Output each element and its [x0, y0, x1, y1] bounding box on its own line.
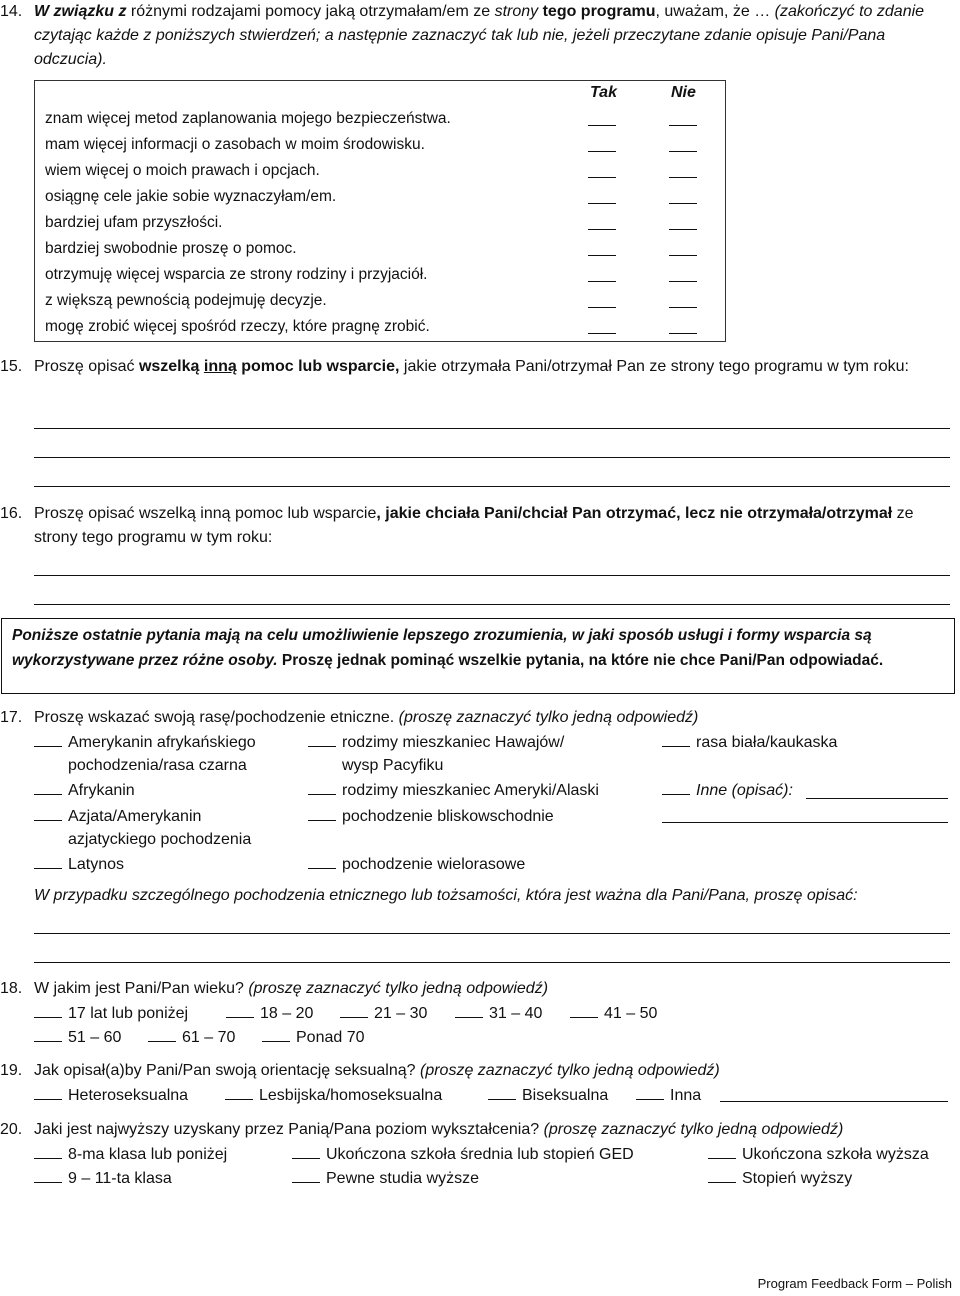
- question-14-intro: W związku z różnymi rodzajami pomocy jaką otrzymałam/em ze strony tego programu, uważam, że … (zakończyć to zdanie czytając każde z poniższych stwierdzeń; a następnie zaznaczyć tak lub nie, jeżeli przeczytane zdanie opisuje Pani/Pana odczucia).: [34, 3, 925, 68]
- yes-blank[interactable]: [588, 333, 616, 334]
- checkbox-blank[interactable]: [292, 1142, 320, 1159]
- no-blank[interactable]: [669, 151, 697, 152]
- option-text-continued: azjatyckiego pochodzenia: [68, 831, 252, 848]
- question-17-text: Proszę wskazać swoją rasę/pochodzenie etniczne. (proszę zaznaczyć tylko jedną odpowiedź): [34, 709, 699, 726]
- question-19-text: Jak opisał(a)by Pani/Pan swoją orientację seksualną? (proszę zaznaczyć tylko jedną odpowiedź): [34, 1062, 720, 1079]
- yes-blank[interactable]: [588, 151, 616, 152]
- option-native-american[interactable]: rodzimy mieszkaniec Ameryki/Alaski: [308, 778, 599, 803]
- yes-blank[interactable]: [588, 281, 616, 282]
- option-asian-american[interactable]: Azjata/Amerykanin: [34, 804, 201, 829]
- question-number: 19.: [0, 1062, 23, 1079]
- checkbox-blank[interactable]: [488, 1083, 516, 1100]
- option-orientation[interactable]: Heteroseksualna: [34, 1083, 188, 1108]
- statement-row: mogę zrobić więcej spośród rzeczy, które pragnę zrobić.: [45, 318, 430, 335]
- statement-row: otrzymuję więcej wsparcia ze strony rodziny i przyjaciół.: [45, 266, 428, 283]
- question-number: 16.: [0, 505, 23, 522]
- checkbox-blank[interactable]: [34, 1166, 62, 1183]
- option-age[interactable]: 51 – 60: [34, 1025, 121, 1050]
- option-orientation[interactable]: Inna: [636, 1083, 701, 1108]
- option-text-continued: pochodzenia/rasa czarna: [68, 757, 247, 774]
- ethnicity-note: W przypadku szczególnego pochodzenia etnicznego lub tożsamości, która jest ważna dla Pani/Pana, proszę opisać:: [34, 887, 858, 904]
- checkbox-blank[interactable]: [308, 730, 336, 747]
- option-native-hawaiian[interactable]: rodzimy mieszkaniec Hawajów/: [308, 730, 564, 755]
- option-multiracial[interactable]: pochodzenie wielorasowe: [308, 852, 525, 877]
- question-number: 18.: [0, 980, 23, 997]
- no-blank[interactable]: [669, 203, 697, 204]
- checkbox-blank[interactable]: [34, 1001, 62, 1018]
- checkbox-blank[interactable]: [148, 1025, 176, 1042]
- other-answer-line[interactable]: [662, 822, 948, 823]
- option-education[interactable]: 8-ma klasa lub poniżej: [34, 1142, 227, 1167]
- notice-box: Poniższe ostatnie pytania mają na celu umożliwienie lepszego zrozumienia, w jaki sposób usługi i formy wsparcia są wykorzystywane przez różne osoby. Proszę jednak pominąć wszelkie pytania, na które nie chce Pani/Pan odpowiadać.: [1, 618, 955, 694]
- statement-row: mam więcej informacji o zasobach w moim środowisku.: [45, 136, 425, 153]
- question-number: 17.: [0, 709, 23, 726]
- yes-blank[interactable]: [588, 229, 616, 230]
- checkbox-blank[interactable]: [708, 1166, 736, 1183]
- no-blank[interactable]: [669, 333, 697, 334]
- checkbox-blank[interactable]: [570, 1001, 598, 1018]
- no-blank[interactable]: [669, 307, 697, 308]
- option-age[interactable]: 41 – 50: [570, 1001, 657, 1026]
- no-blank[interactable]: [669, 229, 697, 230]
- option-orientation[interactable]: Biseksualna: [488, 1083, 608, 1108]
- no-blank[interactable]: [669, 177, 697, 178]
- checkbox-blank[interactable]: [636, 1083, 664, 1100]
- yes-column-header: Tak: [590, 84, 617, 101]
- checkbox-blank[interactable]: [662, 730, 690, 747]
- checkbox-blank[interactable]: [662, 778, 690, 795]
- option-text-continued: wysp Pacyfiku: [342, 757, 444, 774]
- yes-blank[interactable]: [588, 203, 616, 204]
- answer-line[interactable]: [34, 575, 950, 576]
- question-number: 20.: [0, 1121, 23, 1138]
- checkbox-blank[interactable]: [262, 1025, 290, 1042]
- option-education[interactable]: Ukończona szkoła średnia lub stopień GED: [292, 1142, 634, 1167]
- answer-line[interactable]: [34, 457, 950, 458]
- option-white[interactable]: rasa biała/kaukaska: [662, 730, 837, 755]
- statement-row: wiem więcej o moich prawach i opcjach.: [45, 162, 320, 179]
- checkbox-blank[interactable]: [34, 852, 62, 869]
- question-16-text: Proszę opisać wszelką inną pomoc lub wsparcie, jakie chciała Pani/chciał Pan otrzymać, lecz nie otrzymała/otrzymał ze strony tego programu w tym roku:: [34, 505, 914, 546]
- statement-row: bardziej ufam przyszłości.: [45, 214, 223, 231]
- checkbox-blank[interactable]: [34, 1025, 62, 1042]
- checkbox-blank[interactable]: [225, 1083, 253, 1100]
- yes-blank[interactable]: [588, 177, 616, 178]
- other-answer-line[interactable]: [806, 798, 948, 799]
- option-age[interactable]: 17 lat lub poniżej: [34, 1001, 188, 1026]
- answer-line[interactable]: [34, 933, 950, 934]
- checkbox-blank[interactable]: [34, 804, 62, 821]
- question-number: 15.: [0, 358, 23, 375]
- checkbox-blank[interactable]: [34, 778, 62, 795]
- answer-line[interactable]: [34, 428, 950, 429]
- option-education[interactable]: 9 – 11-ta klasa: [34, 1166, 172, 1191]
- checkbox-blank[interactable]: [708, 1142, 736, 1159]
- answer-line[interactable]: [34, 486, 950, 487]
- page-footer: Program Feedback Form – Polish: [757, 1276, 952, 1291]
- answer-line[interactable]: [34, 604, 950, 605]
- option-age[interactable]: 61 – 70: [148, 1025, 235, 1050]
- option-age[interactable]: Ponad 70: [262, 1025, 365, 1050]
- checkbox-blank[interactable]: [226, 1001, 254, 1018]
- checkbox-blank[interactable]: [308, 852, 336, 869]
- statement-row: znam więcej metod zaplanowania mojego bezpieczeństwa.: [45, 110, 451, 127]
- question-number: 14.: [0, 3, 23, 20]
- yes-blank[interactable]: [588, 125, 616, 126]
- checkbox-blank[interactable]: [455, 1001, 483, 1018]
- option-age[interactable]: 21 – 30: [340, 1001, 427, 1026]
- statement-row: bardziej swobodnie proszę o pomoc.: [45, 240, 297, 257]
- yes-blank[interactable]: [588, 255, 616, 256]
- option-african[interactable]: Afrykanin: [34, 778, 135, 803]
- option-education[interactable]: Pewne studia wyższe: [292, 1166, 479, 1191]
- option-education[interactable]: Ukończona szkoła wyższa: [708, 1142, 929, 1167]
- checkbox-blank[interactable]: [292, 1166, 320, 1183]
- answer-line[interactable]: [34, 962, 950, 963]
- no-column-header: Nie: [671, 84, 696, 101]
- statement-row: osiągnę cele jakie sobie wyznaczyłam/em.: [45, 188, 337, 205]
- checkbox-blank[interactable]: [340, 1001, 368, 1018]
- option-other[interactable]: Inne (opisać):: [662, 778, 793, 803]
- question-18-text: W jakim jest Pani/Pan wieku? (proszę zaznaczyć tylko jedną odpowiedź): [34, 980, 549, 997]
- checkbox-blank[interactable]: [34, 730, 62, 747]
- option-education[interactable]: Stopień wyższy: [708, 1166, 852, 1191]
- option-orientation[interactable]: Lesbijska/homoseksualna: [225, 1083, 442, 1108]
- yes-blank[interactable]: [588, 307, 616, 308]
- no-blank[interactable]: [669, 281, 697, 282]
- checkbox-blank[interactable]: [34, 1142, 62, 1159]
- other-answer-line[interactable]: [720, 1101, 948, 1102]
- option-african-american[interactable]: Amerykanin afrykańskiego: [34, 730, 256, 755]
- option-middle-eastern[interactable]: pochodzenie bliskowschodnie: [308, 804, 554, 829]
- question-15-text: Proszę opisać wszelką inną pomoc lub wsparcie, jakie otrzymała Pani/otrzymał Pan ze strony tego programu w tym roku:: [34, 358, 909, 375]
- option-age[interactable]: 18 – 20: [226, 1001, 313, 1026]
- option-latino[interactable]: Latynos: [34, 852, 124, 877]
- question-20-text: Jaki jest najwyższy uzyskany przez Panią/Pana poziom wykształcenia? (proszę zaznaczyć tylko jedną odpowiedź): [34, 1121, 844, 1138]
- no-blank[interactable]: [669, 125, 697, 126]
- statement-row: z większą pewnością podejmuję decyzje.: [45, 292, 327, 309]
- checkbox-blank[interactable]: [34, 1083, 62, 1100]
- checkbox-blank[interactable]: [308, 778, 336, 795]
- statements-table: [34, 80, 726, 342]
- option-age[interactable]: 31 – 40: [455, 1001, 542, 1026]
- checkbox-blank[interactable]: [308, 804, 336, 821]
- no-blank[interactable]: [669, 255, 697, 256]
